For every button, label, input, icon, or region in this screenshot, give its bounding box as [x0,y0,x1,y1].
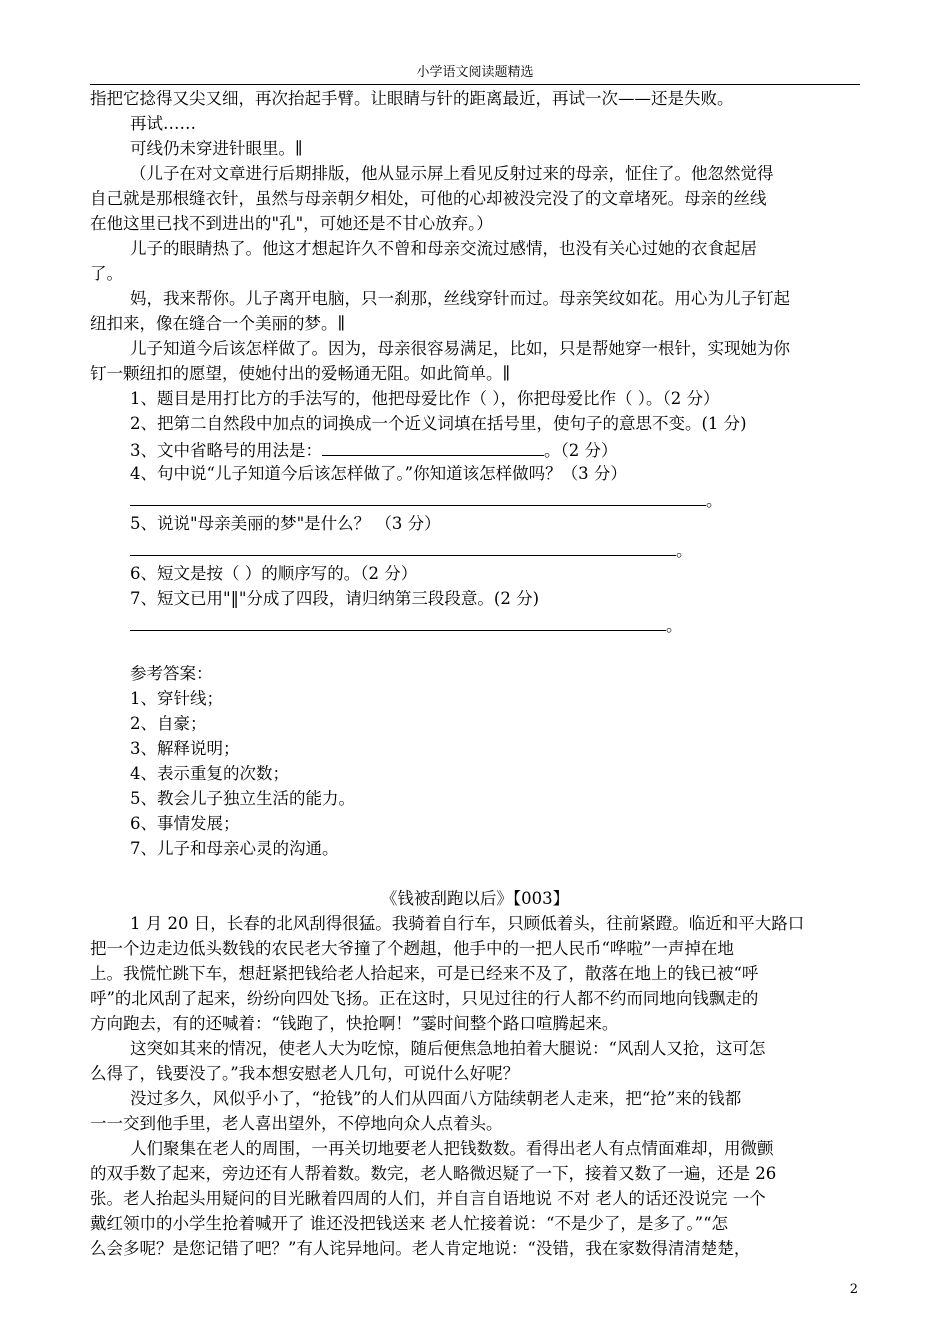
question-2: 2、把第二自然段中加点的词换成一个近义词填在括号里，使句子的意思不变。(1 分) [130,414,747,433]
paragraph-line: 在他这里已找不到进出的"孔"，可她还是不甘心放弃。） [90,214,493,233]
paragraph-line: 方向跑去，有的还喊着：“钱跑了，快抢啊！”霎时间整个路口喧腾起来。 [90,1014,619,1033]
answer-item: 2、自豪； [130,714,207,733]
answer-blank [322,436,544,456]
article-title: 《钱被刮跑以后》【003】 [380,889,570,908]
paragraph-line: 么得了，钱要没了。”我本想安慰老人几句，可说什么好呢？ [90,1064,520,1083]
answer-item: 1、穿针线； [130,689,223,708]
paragraph-line: 上。我慌忙跳下车，想赶紧把钱给老人拾起来，可是已经来不及了，散落在地上的钱已被“呼 [90,964,759,983]
paragraph-line: 了。 [90,264,123,283]
answer-item: 7、儿子和母亲心灵的沟通。 [130,839,339,858]
line-end-mark: 。 [676,541,693,560]
paragraph-line: 人们聚集在老人的周围，一再关切地要老人把钱数数。看得出老人有点情面难却，用微颤 [130,1139,774,1158]
answers-heading: 参考答案： [130,664,213,683]
question-3-points: 。（2 分） [544,441,618,460]
line-end-mark: 。 [706,491,723,510]
paragraph-line: 呼”的北风刮了起来，纷纷向四处飞扬。正在这时，只见过往的行人都不约而同地向钱飘走的 [90,989,759,1008]
answer-item: 5、教会儿子独立生活的能力。 [130,789,355,808]
paragraph-line: 钉一颗纽扣的愿望，使她付出的爱畅通无阻。如此简单。∥ [90,364,511,383]
answer-blank [130,486,706,506]
question-4: 4、句中说“儿子知道今后该怎样做了。”你知道该怎样做吗？（3 分） [130,464,627,483]
answer-blank [130,611,666,631]
answer-line [90,611,860,636]
paragraph-line: 张。老人抬起头用疑问的目光瞅着四周的人们，并自言自语地说 不对 老人的话还没说完 一个 [90,1189,766,1208]
question-6: 6、短文是按（ ）的顺序写的。（2 分） [130,564,418,583]
question-5: 5、说说"母亲美丽的梦"是什么？ （3 分） [130,514,441,533]
question-3 [90,436,860,461]
answer-blank [130,536,676,556]
paragraph-line: 么会多呢？是您记错了吧？”有人诧异地问。老人肯定地说：“没错，我在家数得清清楚楚， [90,1239,751,1258]
answer-item: 6、事情发展； [130,814,240,833]
paragraph-line: 妈，我来帮你。儿子离开电脑，只一刹那，丝线穿针而过。母亲笑纹如花。用心为儿子钉起 [130,289,790,308]
paragraph-line: （儿子在对文章进行后期排版，他从显示屏上看见反射过来的母亲，怔住了。他忽然觉得 [130,164,774,183]
paragraph-line: 儿子的眼睛热了。他这才想起许久不曾和母亲交流过感情，也没有关心过她的衣食起居 [130,239,757,258]
answer-line [90,536,860,561]
paragraph-line: 儿子知道今后该怎样做了。因为，母亲很容易满足，比如，只是帮她穿一根针，实现她为你 [130,339,790,358]
paragraph-line: 戴红领巾的小学生抢着喊开了 谁还没把钱送来 老人忙接着说：“不是少了，是多了。”“怎 [90,1214,729,1233]
paragraph-line: 一一交到他手里，老人喜出望外，不停地向众人点着头。 [90,1114,503,1133]
question-7: 7、短文已用"‖"分成了四段，请归纳第三段段意。(2 分) [130,589,540,608]
paragraph-line: 把一个边走边低头数钱的农民老大爷撞了个趔趄，他手中的一把人民币“哗啦”一声掉在地 [90,939,734,958]
question-3-text: 3、文中省略号的用法是： [130,441,322,460]
answer-line [90,486,860,511]
question-1: 1、题目是用打比方的手法写的，他把母爱比作（ ），你把母爱比作（ ）。（2 分） [130,389,720,408]
paragraph-line: 1 月 20 日，长春的北风刮得很猛。我骑着自行车，只顾低着头，往前紧蹬。临近和平大路口 [130,914,805,933]
paragraph-line: 可线仍未穿进针眼里。∥ [130,139,303,158]
paragraph-line: 再试…… [130,114,196,133]
answer-item: 3、解释说明； [130,739,240,758]
header-divider [90,84,860,85]
page-header: 小学语文阅读题精选 [416,65,534,80]
paragraph-line: 自己就是那根缝衣针，虽然与母亲朝夕相处，可他的心却被没完没了的文章堵死。母亲的丝线 [90,189,767,208]
paragraph-line: 纽扣来，像在缝合一个美丽的梦。∥ [90,314,346,333]
spacer [90,861,860,886]
paragraph-line: 这突如其来的情况，使老人大为吃惊，随后便焦急地拍着大腿说：“风刮人又抢，这可怎 [130,1039,766,1058]
line-end-mark: 。 [666,616,683,635]
page-number: 2 [849,1282,858,1297]
spacer [90,636,860,661]
paragraph-line: 指把它捻得又尖又细，再次抬起手臂。让眼睛与针的距离最近，再试一次——还是失败。 [90,89,734,108]
paragraph-line: 的双手数了起来，旁边还有人帮着数。数完，老人略微迟疑了一下，接着又数了一遍，还是 26 [90,1164,777,1183]
answer-item: 4、表示重复的次数； [130,764,289,783]
document-body [90,86,860,1261]
paragraph-line: 没过多久，风似乎小了，“抢钱”的人们从四面八方陆续朝老人走来，把“抢”来的钱都 [130,1089,742,1108]
